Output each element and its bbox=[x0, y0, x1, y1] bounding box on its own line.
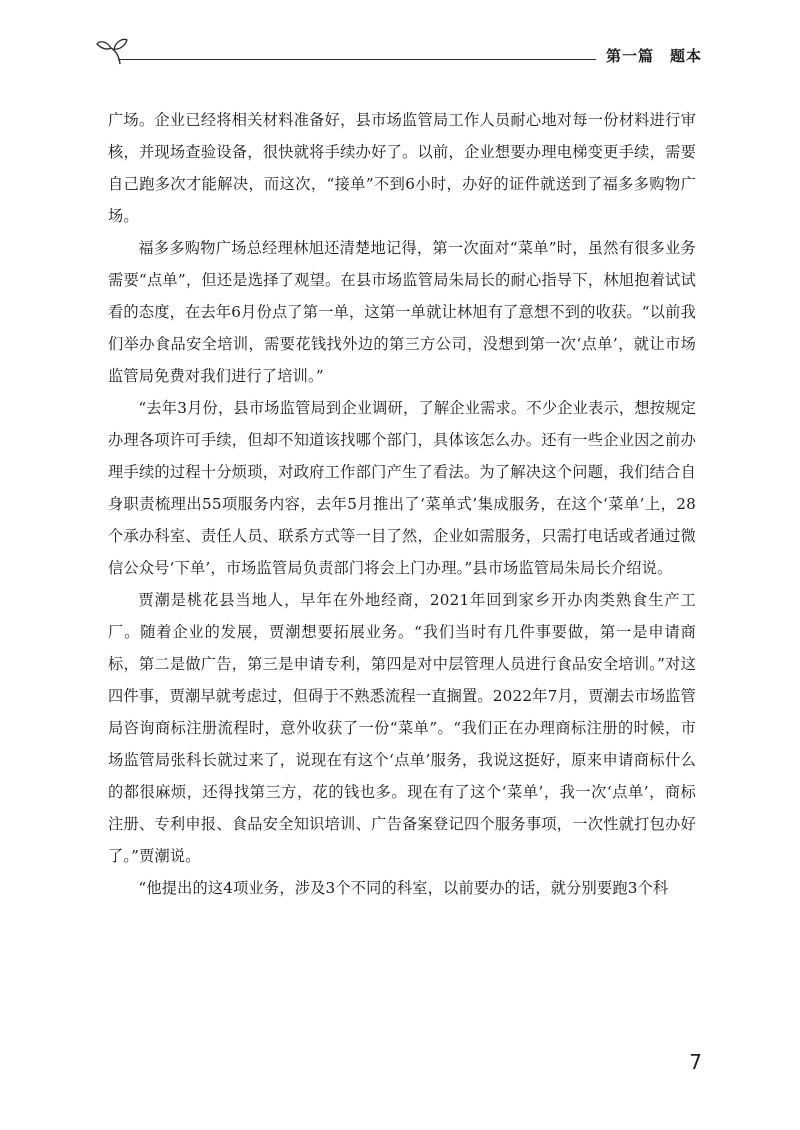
running-header bbox=[96, 30, 704, 70]
paragraph-continued: 广场。企业已经将相关材料准备好，县市场监管局工作人员耐心地对每一份材料进行审核，并现场查验设备，很快就将手续办好了。以前，企业想要办理电梯变更手续，需要自己跑多次才能解决，而这次，“接单”不到6小时，办好的证件就送到了福多多购物广场。 bbox=[108, 111, 696, 225]
page-number: 7 bbox=[689, 1050, 702, 1074]
body-text bbox=[108, 104, 696, 904]
paragraph: 福多多购物广场总经理林旭还清楚地记得，第一次面对“菜单”时，虽然有很多业务需要“点单”，但还是选择了观望。在县市场监管局朱局长的耐心指导下，林旭抱着试试看的态度，在去年6月份点了第一单，这第一单就让林旭有了意想不到的收获。“以前我们举办食品安全培训，需要花钱找外边的第三方公司，没想到第一次‘点单’，就让市场监管局免费对我们进行了培训。” bbox=[108, 239, 696, 385]
sprout-icon bbox=[96, 34, 130, 66]
paragraph: “他提出的这4项业务，涉及3个不同的科室，以前要办的话，就分别要跑3个科 bbox=[138, 879, 669, 897]
paragraph: “去年3月份，县市场监管局到企业调研，了解企业需求。不少企业表示，想按规定办理各项许可手续，但却不知道该找哪个部门，具体该怎么办。还有一些企业因之前办理手续的过程十分烦琐，对政府工作部门产生了看法。为了解决这个问题，我们结合自身职责梳理出55项服务内容，去年5月推出了‘菜单式’集成服务，在这个‘菜单’上，28个承办科室、责任人员、联系方式等一目了然，企业如需服务，只需打电话或者通过微信公众号‘下单’，市场监管局负责部门将会上门办理。”县市场监管局朱局长介绍说。 bbox=[108, 399, 696, 577]
header-divider bbox=[118, 59, 596, 60]
section-title: 第一篇 题本 bbox=[605, 47, 702, 65]
paragraph: 贾潮是桃花县当地人，早年在外地经商，2021年回到家乡开办肉类熟食生产工厂。随着企业的发展，贾潮想要拓展业务。“我们当时有几件事要做，第一是申请商标，第二是做广告，第三是申请专利，第四是对中层管理人员进行食品安全培训。”对这四件事，贾潮早就考虑过，但碍于不熟悉流程一直搁置。2022年7月，贾潮去市场监管局咨询商标注册流程时，意外收获了一份“菜单”。“我们正在办理商标注册的时候，市场监管局张科长就过来了，说现在有这个‘点单’服务，我说这挺好，原来申请商标什么的都很麻烦，还得找第三方，花的钱也多。现在有了这个‘菜单’，我一次‘点单’，商标注册、专利申报、食品安全知识培训、广告备案登记四个服务事项，一次性就打包办好了。”贾潮说。 bbox=[108, 591, 696, 865]
